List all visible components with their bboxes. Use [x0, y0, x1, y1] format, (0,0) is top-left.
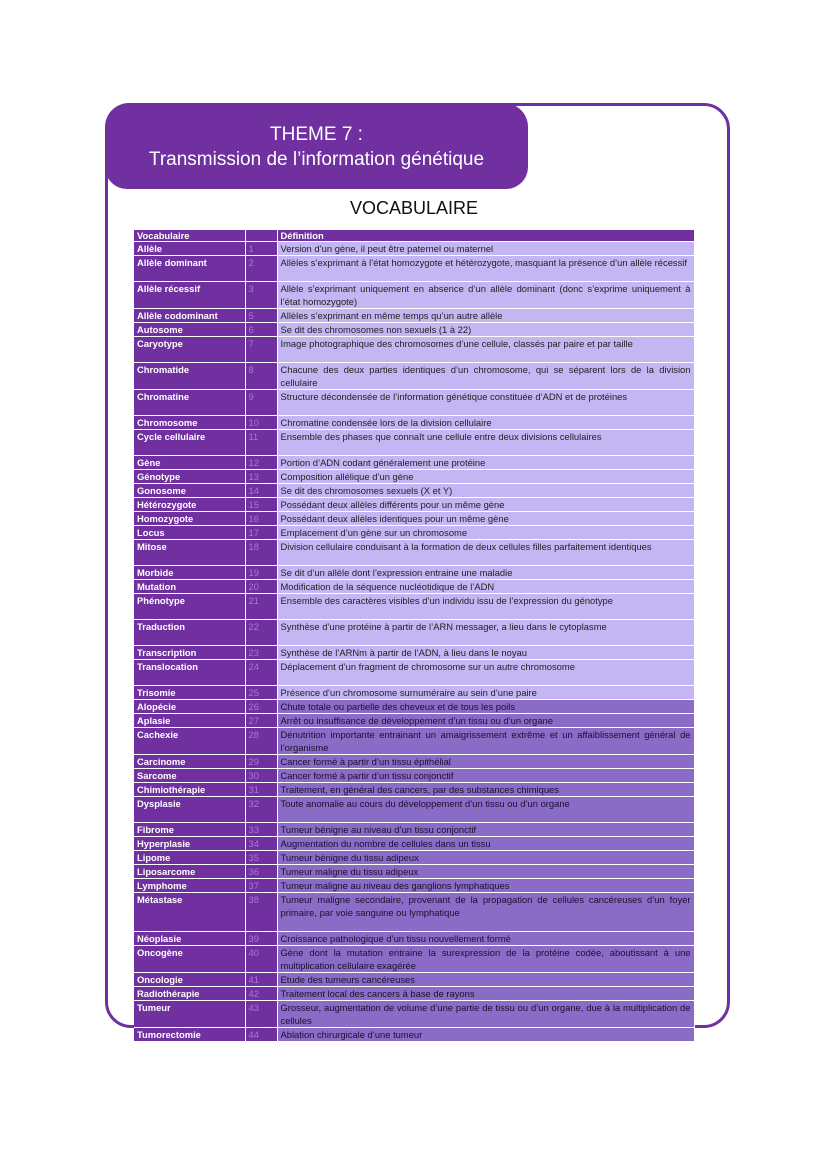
- term-cell: Cachexie: [134, 728, 245, 755]
- table-row: [134, 456, 694, 470]
- table-row: [134, 242, 694, 256]
- number-cell: 22: [245, 620, 277, 646]
- definition-cell: Chute totale ou partielle des cheveux et de tous les poils: [277, 700, 694, 714]
- table-row: [134, 390, 694, 416]
- table-row: [134, 594, 694, 620]
- definition-cell: Version d’un gène, il peut être paternel ou maternel: [277, 242, 694, 256]
- term-cell: Liposarcome: [134, 865, 245, 879]
- term-cell: Génotype: [134, 470, 245, 484]
- number-cell: 24: [245, 660, 277, 686]
- table-row: [134, 540, 694, 566]
- term-cell: Trisomie: [134, 686, 245, 700]
- term-cell: Chimiothérapie: [134, 783, 245, 797]
- table-row: [134, 783, 694, 797]
- definition-cell: Possédant deux allèles différents pour un même gène: [277, 498, 694, 512]
- number-cell: 29: [245, 755, 277, 769]
- section-title: VOCABULAIRE: [349, 198, 479, 218]
- definition-cell: Ensemble des phases que connaît une cellule entre deux divisions cellulaires: [277, 430, 694, 456]
- term-cell: Néoplasie: [134, 932, 245, 946]
- definition-cell: Tumeur maligne au niveau des ganglions lymphatiques: [277, 879, 694, 893]
- definition-cell: Présence d’un chromosome surnuméraire au sein d’une paire: [277, 686, 694, 700]
- number-cell: 39: [245, 932, 277, 946]
- vocabulary-table: [134, 230, 695, 1042]
- term-cell: Tumorectomie: [134, 1028, 245, 1042]
- definition-cell: Croissance pathologique d’un tissu nouvellement formé: [277, 932, 694, 946]
- number-cell: 3: [245, 282, 277, 309]
- number-cell: 12: [245, 456, 277, 470]
- definition-cell: Tumeur bénigne au niveau d’un tissu conjonctif: [277, 823, 694, 837]
- number-cell: 40: [245, 946, 277, 973]
- number-cell: 44: [245, 1028, 277, 1042]
- number-cell: 21: [245, 594, 277, 620]
- definition-cell: Structure décondensée de l’information génétique constituée d’ADN et de protéines: [277, 390, 694, 416]
- definition-cell: Déplacement d’un fragment de chromosome sur un autre chromosome: [277, 660, 694, 686]
- definition-cell: Possédant deux allèles identiques pour un même gène: [277, 512, 694, 526]
- column-header-number: [245, 230, 277, 242]
- table-row: [134, 700, 694, 714]
- table-header: [134, 230, 694, 242]
- definition-cell: Tumeur maligne secondaire, provenant de la propagation de cellules cancéreuses d’un foyer primaire, par voie sanguine ou lymphatique: [277, 893, 694, 932]
- number-cell: 34: [245, 837, 277, 851]
- term-cell: Translocation: [134, 660, 245, 686]
- table-row: [134, 256, 694, 282]
- definition-cell: Synthèse d’une protéine à partir de l’ARN messager, a lieu dans le cytoplasme: [277, 620, 694, 646]
- number-cell: 31: [245, 783, 277, 797]
- table-row: [134, 512, 694, 526]
- term-cell: Transcription: [134, 646, 245, 660]
- definition-cell: Se dit des chromosomes non sexuels (1 à 22): [277, 323, 694, 337]
- number-cell: 16: [245, 512, 277, 526]
- table-row: [134, 865, 694, 879]
- term-cell: Oncologie: [134, 973, 245, 987]
- number-cell: 33: [245, 823, 277, 837]
- table-row: [134, 823, 694, 837]
- definition-cell: Ablation chirurgicale d’une tumeur: [277, 1028, 694, 1042]
- table-row: [134, 797, 694, 823]
- table-row: [134, 973, 694, 987]
- term-cell: Alopécie: [134, 700, 245, 714]
- term-cell: Caryotype: [134, 337, 245, 363]
- table-row: [134, 580, 694, 594]
- definition-cell: Gène dont la mutation entraine la surexpression de la protéine codée, aboutissant à une multiplication cellulaire exagérée: [277, 946, 694, 973]
- table-row: [134, 946, 694, 973]
- theme-number: THEME 7 :: [270, 124, 363, 145]
- definition-cell: Tumeur bénigne du tissu adipeux: [277, 851, 694, 865]
- table-row: [134, 470, 694, 484]
- number-cell: 35: [245, 851, 277, 865]
- number-cell: 19: [245, 566, 277, 580]
- column-header-vocabulary: Vocabulaire: [134, 230, 245, 242]
- definition-cell: Allèles s’exprimant en même temps qu’un autre allèle: [277, 309, 694, 323]
- term-cell: Hyperplasie: [134, 837, 245, 851]
- definition-cell: Portion d’ADN codant généralement une protéine: [277, 456, 694, 470]
- term-cell: Radiothérapie: [134, 987, 245, 1001]
- term-cell: Cycle cellulaire: [134, 430, 245, 456]
- definition-cell: Toute anomalie au cours du développement d’un tissu ou d’un organe: [277, 797, 694, 823]
- number-cell: 17: [245, 526, 277, 540]
- number-cell: 42: [245, 987, 277, 1001]
- number-cell: 10: [245, 416, 277, 430]
- number-cell: 15: [245, 498, 277, 512]
- number-cell: 2: [245, 256, 277, 282]
- definition-cell: Ensemble des caractères visibles d’un individu issu de l’expression du génotype: [277, 594, 694, 620]
- term-cell: Traduction: [134, 620, 245, 646]
- term-cell: Chromatine: [134, 390, 245, 416]
- theme-title: Transmission de l’information génétique: [148, 149, 485, 170]
- term-cell: Carcinome: [134, 755, 245, 769]
- number-cell: 7: [245, 337, 277, 363]
- definition-cell: Traitement local des cancers à base de rayons: [277, 987, 694, 1001]
- number-cell: 9: [245, 390, 277, 416]
- number-cell: 14: [245, 484, 277, 498]
- term-cell: Locus: [134, 526, 245, 540]
- definition-cell: Etude des tumeurs cancéreuses: [277, 973, 694, 987]
- table-row: [134, 646, 694, 660]
- definition-cell: Allèle s’exprimant uniquement en absence d’un allèle dominant (donc s’exprime uniquement à l’état homozygote): [277, 282, 694, 309]
- table-row: [134, 686, 694, 700]
- number-cell: 5: [245, 309, 277, 323]
- definition-cell: Chromatine condensée lors de la division cellulaire: [277, 416, 694, 430]
- table-row: [134, 769, 694, 783]
- number-cell: 11: [245, 430, 277, 456]
- table-row: [134, 484, 694, 498]
- term-cell: Allèle dominant: [134, 256, 245, 282]
- number-cell: 32: [245, 797, 277, 823]
- definition-cell: Composition allélique d’un gène: [277, 470, 694, 484]
- term-cell: Métastase: [134, 893, 245, 932]
- term-cell: Morbide: [134, 566, 245, 580]
- number-cell: 23: [245, 646, 277, 660]
- term-cell: Phénotype: [134, 594, 245, 620]
- number-cell: 43: [245, 1001, 277, 1028]
- definition-cell: Se dit d’un allèle dont l’expression entraine une maladie: [277, 566, 694, 580]
- term-cell: Allèle: [134, 242, 245, 256]
- table-row: [134, 851, 694, 865]
- theme-header: [105, 103, 528, 189]
- definition-cell: Tumeur maligne du tissu adipeux: [277, 865, 694, 879]
- term-cell: Gonosome: [134, 484, 245, 498]
- definition-cell: Dénutrition importante entrainant un amaigrissement extrême et un affaiblissement général de l’organisme: [277, 728, 694, 755]
- definition-cell: Arrêt ou insuffisance de développement d’un tissu ou d’un organe: [277, 714, 694, 728]
- column-header-definition: Définition: [277, 230, 694, 242]
- number-cell: 26: [245, 700, 277, 714]
- table-row: [134, 837, 694, 851]
- definition-cell: Se dit des chromosomes sexuels (X et Y): [277, 484, 694, 498]
- number-cell: 20: [245, 580, 277, 594]
- term-cell: Oncogène: [134, 946, 245, 973]
- number-cell: 1: [245, 242, 277, 256]
- term-cell: Lipome: [134, 851, 245, 865]
- table-row: [134, 714, 694, 728]
- number-cell: 18: [245, 540, 277, 566]
- table-row: [134, 416, 694, 430]
- term-cell: Aplasie: [134, 714, 245, 728]
- table-row: [134, 1028, 694, 1042]
- definition-cell: Allèles s’exprimant à l’état homozygote et hétérozygote, masquant la présence d’un allèle récessif: [277, 256, 694, 282]
- table-row: [134, 566, 694, 580]
- table-row: [134, 1001, 694, 1028]
- table-row: [134, 620, 694, 646]
- definition-cell: Grosseur, augmentation de volume d’une partie de tissu ou d’un organe, due à la multiplication de cellules: [277, 1001, 694, 1028]
- term-cell: Gène: [134, 456, 245, 470]
- table-row: [134, 323, 694, 337]
- table-row: [134, 282, 694, 309]
- table-row: [134, 337, 694, 363]
- number-cell: 37: [245, 879, 277, 893]
- definition-cell: Cancer formé à partir d’un tissu épithélial: [277, 755, 694, 769]
- number-cell: 28: [245, 728, 277, 755]
- definition-cell: Traitement, en général des cancers, par des substances chimiques: [277, 783, 694, 797]
- number-cell: 8: [245, 363, 277, 390]
- number-cell: 30: [245, 769, 277, 783]
- term-cell: Lymphome: [134, 879, 245, 893]
- table-row: [134, 363, 694, 390]
- number-cell: 41: [245, 973, 277, 987]
- term-cell: Chromatide: [134, 363, 245, 390]
- number-cell: 6: [245, 323, 277, 337]
- table-row: [134, 879, 694, 893]
- term-cell: Fibrome: [134, 823, 245, 837]
- table-row: [134, 526, 694, 540]
- term-cell: Sarcome: [134, 769, 245, 783]
- table-row: [134, 932, 694, 946]
- definition-cell: Division cellulaire conduisant à la formation de deux cellules filles parfaitement identiques: [277, 540, 694, 566]
- definition-cell: Augmentation du nombre de cellules dans un tissu: [277, 837, 694, 851]
- table-row: [134, 728, 694, 755]
- term-cell: Dysplasie: [134, 797, 245, 823]
- table-row: [134, 309, 694, 323]
- definition-cell: Synthèse de l’ARNm à partir de l’ADN, à lieu dans le noyau: [277, 646, 694, 660]
- number-cell: 38: [245, 893, 277, 932]
- table-row: [134, 660, 694, 686]
- table-row: [134, 893, 694, 932]
- term-cell: Homozygote: [134, 512, 245, 526]
- definition-cell: Chacune des deux parties identiques d’un chromosome, qui se séparent lors de la division cellulaire: [277, 363, 694, 390]
- table-row: [134, 430, 694, 456]
- term-cell: Mutation: [134, 580, 245, 594]
- definition-cell: Emplacement d’un gène sur un chromosome: [277, 526, 694, 540]
- table-row: [134, 987, 694, 1001]
- term-cell: Autosome: [134, 323, 245, 337]
- term-cell: Allèle récessif: [134, 282, 245, 309]
- number-cell: 27: [245, 714, 277, 728]
- definition-cell: Image photographique des chromosomes d’une cellule, classés par paire et par taille: [277, 337, 694, 363]
- term-cell: Chromosome: [134, 416, 245, 430]
- term-cell: Tumeur: [134, 1001, 245, 1028]
- number-cell: 25: [245, 686, 277, 700]
- table-row: [134, 755, 694, 769]
- term-cell: Hétérozygote: [134, 498, 245, 512]
- term-cell: Allèle codominant: [134, 309, 245, 323]
- definition-cell: Modification de la séquence nucléotidique de l’ADN: [277, 580, 694, 594]
- number-cell: 13: [245, 470, 277, 484]
- term-cell: Mitose: [134, 540, 245, 566]
- definition-cell: Cancer formé à partir d’un tissu conjonctif: [277, 769, 694, 783]
- table-row: [134, 498, 694, 512]
- number-cell: 36: [245, 865, 277, 879]
